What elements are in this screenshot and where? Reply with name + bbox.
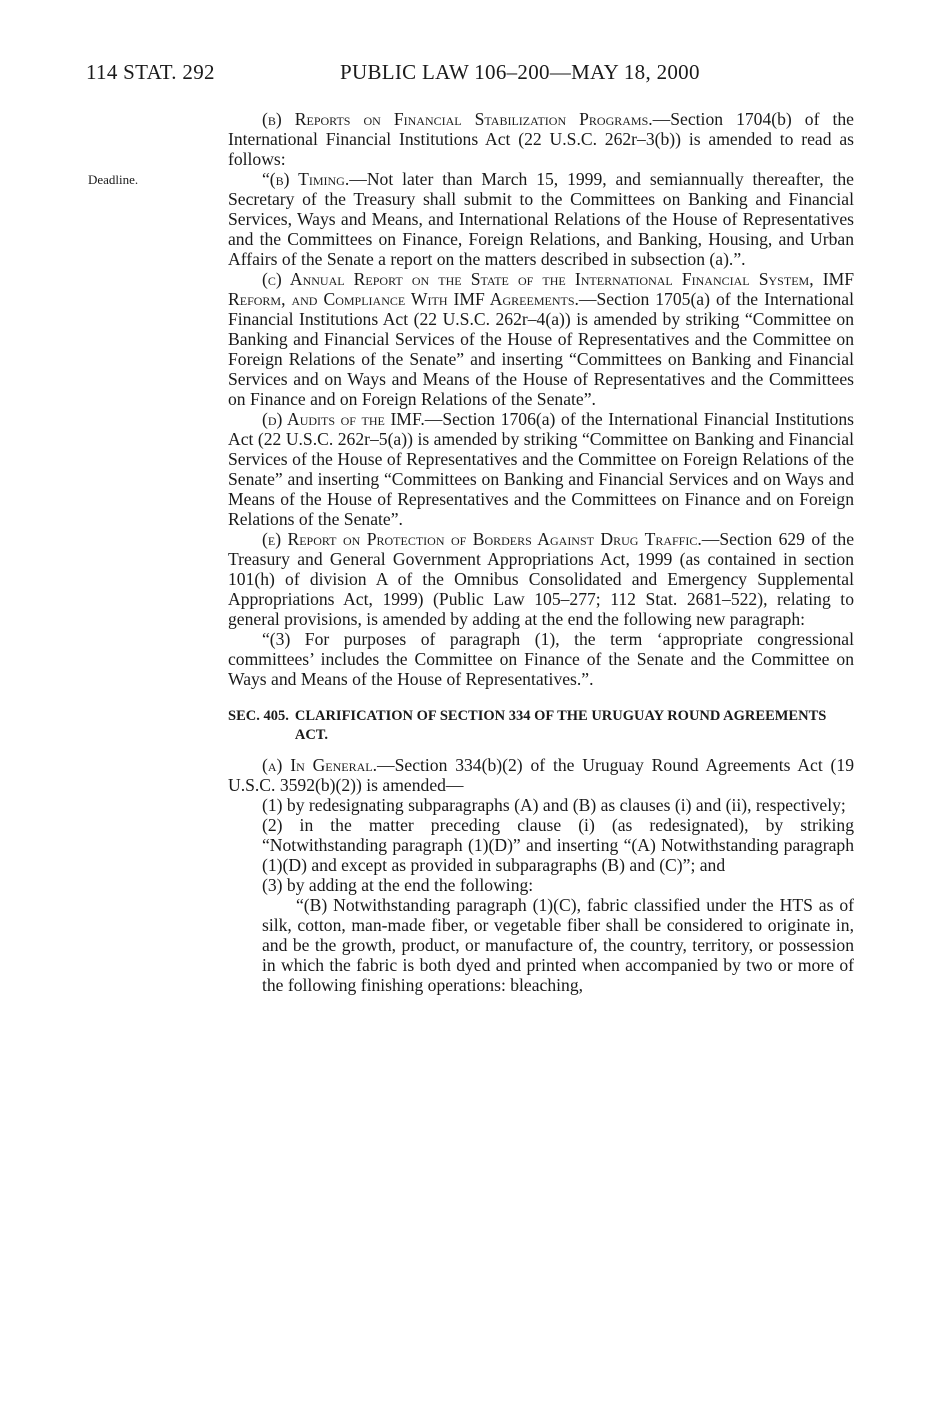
list-item-3: (3) by adding at the end the following: xyxy=(262,875,534,895)
text-b: —Section 1704(b) of the International Financial Institutions Act (22 U.S.C. 262r–3(b)) is amended to read as follows: xyxy=(228,109,854,169)
heading-e: (e) Report on Protection of Borders Against Drug Traffic. xyxy=(262,529,702,549)
heading-b-timing: “(b) Timing. xyxy=(262,169,350,189)
heading-d: (d) Audits of the IMF. xyxy=(262,409,425,429)
heading-b: (b) Reports on Financial Stabilization Programs. xyxy=(262,109,653,129)
heading-405-a: (a) In General. xyxy=(262,755,378,775)
text-d: —Section 1706(a) of the International Financial Institutions Act (22 U.S.C. 262r–5(a)) is amended by striking “Committee on Banking and Financial Services of the House of Representatives and the Committee on Foreign Relations of the Senate” and inserting “Committees on Banking and Financial Services and on Ways and Means of the House of Representatives and the Committees on Finance and on Foreign Relations of the Senate”. xyxy=(228,409,854,529)
text-b-timing: —Not later than March 15, 1999, and semiannually thereafter, the Secretary of the Treasury shall submit to the Committees on Banking and Financial Services, Ways and Means, and International Relations of the House of Representatives and the Committees on Finance, Foreign Relations, and Banking, Housing, and Urban Affairs of the Senate a report on the matters described in subsection (a).”. xyxy=(228,169,854,269)
margin-note-deadline: Deadline. xyxy=(88,172,139,187)
section-number: SEC. 405. xyxy=(228,708,289,724)
heading-c: (c) Annual Report on the State of the International Financial System, IMF Reform, and Compliance With IMF Agreements. xyxy=(228,269,854,309)
statute-page-number: 114 STAT. 292 xyxy=(86,60,215,84)
paragraph-c xyxy=(228,269,854,409)
paragraph-e3: “(3) For purposes of paragraph (1), the term ‘appropriate congressional committees’ includes the Committee on Finance of the Senate and the Committee on Ways and Means of the House of Representatives.”. xyxy=(228,629,854,689)
text-e: —Section 629 of the Treasury and General Government Appropriations Act, 1999 (as contained in section 101(h) of division A of the Omnibus Consolidated and Emergency Supplemental Appropriations Act, 1999) (Public Law 105–277; 112 Stat. 2681–522), relating to general provisions, is amended by adding at the end the following new paragraph: xyxy=(228,529,854,629)
text-405-a: —Section 334(b)(2) of the Uruguay Round Agreements Act (19 U.S.C. 3592(b)(2)) is amended— xyxy=(228,755,855,795)
running-header: PUBLIC LAW 106–200—MAY 18, 2000 xyxy=(340,60,700,84)
section-title: CLARIFICATION OF SECTION 334 OF THE URUGUAY ROUND AGREEMENTS ACT. xyxy=(294,708,827,743)
inserted-subparagraph-b: “(B) Notwithstanding paragraph (1)(C), fabric classified under the HTS as of silk, cotton, man-made fiber, or vegetable fiber shall be considered to originate in, and be the growth, product, or manufacture of, the country, territory, or possession in which the fabric is both dyed and printed when accompanied by two or more of the following finishing operations: bleaching, xyxy=(262,895,854,995)
list-item-2: (2) in the matter preceding clause (i) (as redesignated), by striking “Notwithstanding paragraph (1)(D)” and inserting “(A) Notwithstanding paragraph (1)(D) and except as provided in subparagraphs (B) and (C)”; and xyxy=(262,815,854,875)
document-body xyxy=(228,109,854,995)
inserted-text-block xyxy=(228,895,854,995)
list-item-1: (1) by redesignating subparagraphs (A) and (B) as clauses (i) and (ii), respectively; xyxy=(262,795,846,815)
paragraph-b-timing xyxy=(228,169,854,269)
paragraph-b xyxy=(228,109,854,169)
paragraph-e xyxy=(228,529,854,629)
paragraph-405-a xyxy=(228,755,854,795)
paragraph-d xyxy=(228,409,854,529)
section-heading xyxy=(228,707,854,745)
text-c: —Section 1705(a) of the International Financial Institutions Act (22 U.S.C. 262r–4(a)) is amended by striking “Committee on Banking and Financial Services of the House of Representatives and the Committee on Foreign Relations of the Senate” and inserting “Committees on Banking and Financial Services and on Ways and Means of the House of Representatives and the Committees on Finance and on Foreign Relations of the Senate”. xyxy=(228,289,854,409)
